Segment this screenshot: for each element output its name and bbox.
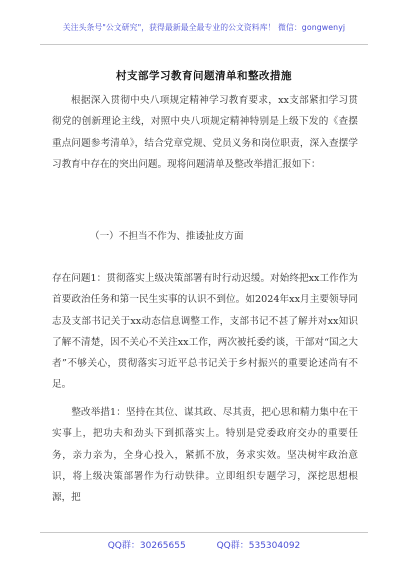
footer-divider [40,532,368,533]
footer-contacts [0,538,408,551]
footer-qq-group-1: QQ群：30265655 [107,541,186,551]
document-title: 村支部学习教育问题清单和整改措施 [116,70,292,82]
measure-paragraph-1: 整改举措1：坚持在其位、谋其政、尽其责，把心思和精力集中在干实事上，把功夫和劲头下到抓落实上。特别是党委政府交办的重要任务，亲力亲为，全身心投入，紧抓不放，务求实效。坚决树牢政治意识，将上级决策部署作为行动铁律。立即组织专题学习，深挖思想根源，把 [52,407,358,504]
section-heading-1: （一）不担当不作为、推诿扯皮方面 [90,231,244,242]
footer-qq-group-2: QQ群：535304092 [216,541,301,551]
problem-paragraph-1: 存在问题1：贯彻落实上级决策部署有时行动迟缓。对始终把xx工作作为首要政治任务和第一民生实事的认识不到位。如2024年xx月主要领导同志及支部书记关于xx动态信息调整工作，支部书记不甚了解并对xx知识了解不清楚，因不关心不关注xx工作，两次被托委约谈，干部对“国之大者”不够关心，贯彻落实习近平总书记关于乡村振兴的重要论述尚有不足。 [52,273,358,391]
header-promo-note: 关注头条号"公文研究"，获得最新最全最专业的公文资料库！ 微信：gongwenyj [62,23,346,32]
intro-paragraph: 根据深入贯彻中央八项规定精神学习教育要求，xx支部紧扣学习贯彻党的创新理论主线，对照中央八项规定精神特别是上级下发的《查摆重点问题参考清单》，结合党章党规、党员义务和岗位职责，深入查摆学习教育中存在的突出问题。现将问题清单及整改举措汇报如下： [52,95,358,170]
header-divider [40,44,368,45]
